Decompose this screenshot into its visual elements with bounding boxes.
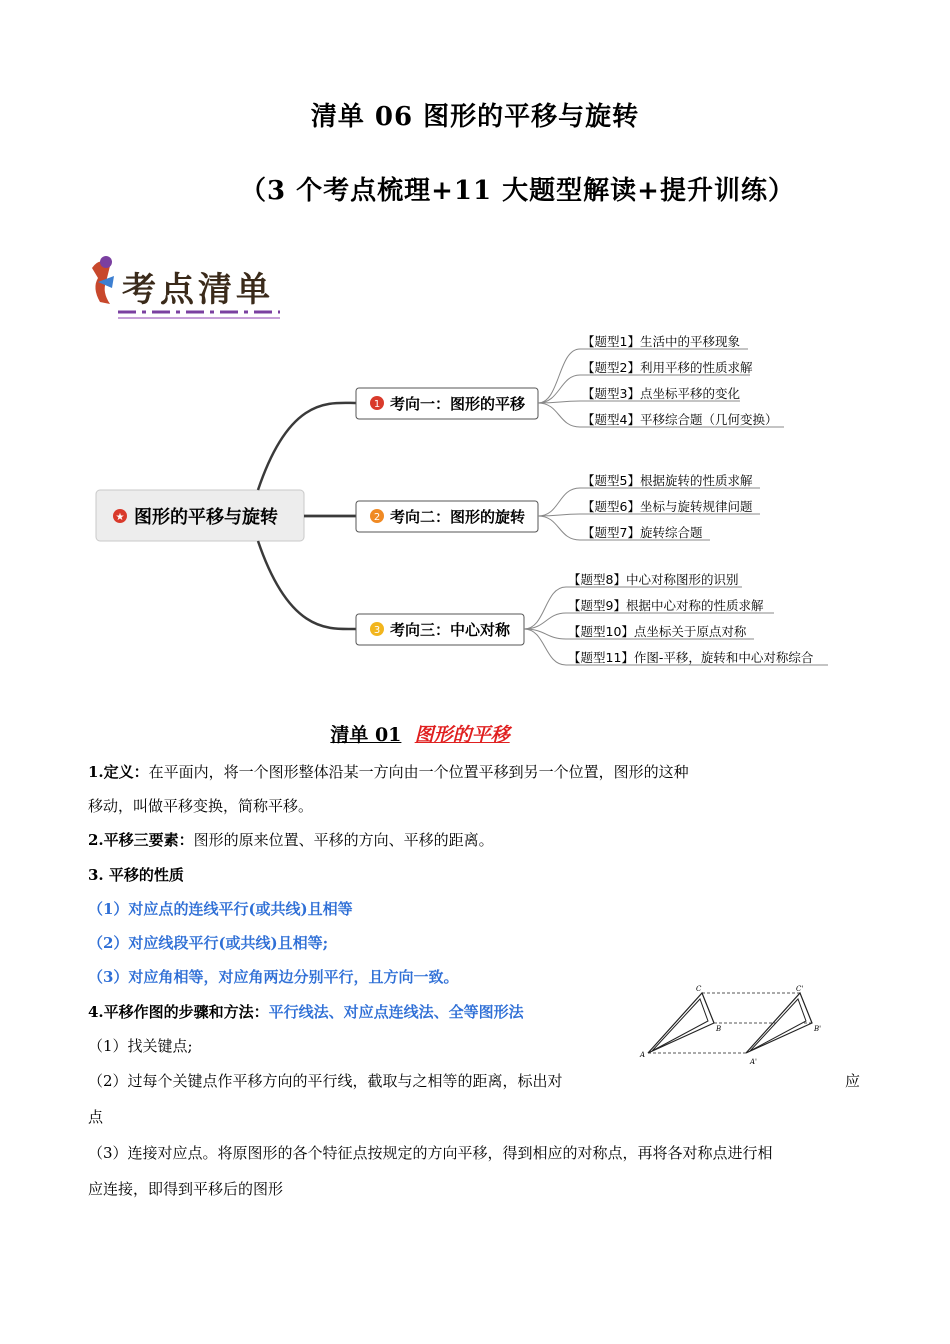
mind-map	[90, 335, 850, 680]
mindmap-item: 【题型5】根据旋转的性质求解	[582, 473, 753, 488]
mindmap-item: 【题型9】根据中心对称的性质求解	[568, 598, 764, 613]
section-heading: 图形的平移	[414, 724, 510, 746]
mindmap-item: 【题型11】作图-平移，旋转和中心对称综合	[568, 650, 814, 665]
branch-curve-1	[258, 403, 356, 490]
svg-text:C': C'	[796, 985, 804, 993]
svg-text:2: 2	[373, 512, 381, 523]
step-3-cont: 应连接，即得到平移后的图形	[88, 1180, 284, 1198]
property-3: （3）对应角相等，对应角两边分别平行，且方向一致。	[88, 968, 459, 986]
definition-line-1: 1.定义：在平面内，将一个图形整体沿某一方向由一个位置平移到另一个位置，图形的这种	[88, 763, 689, 781]
svg-text:3: 3	[373, 625, 381, 636]
svg-text:★: ★	[115, 512, 125, 523]
svg-text:A: A	[640, 1051, 646, 1059]
mindmap-item: 【题型2】利用平移的性质求解	[582, 360, 753, 375]
branch-curve-3	[258, 541, 356, 629]
property-2: （2）对应线段平行(或共线)且相等;	[88, 934, 329, 952]
mindmap-item: 【题型8】中心对称图形的识别	[568, 572, 739, 587]
mindmap-item: 【题型1】生活中的平移现象	[582, 335, 740, 349]
section-title	[0, 720, 840, 747]
svg-text:B': B'	[814, 1025, 822, 1033]
mindmap-item: 【题型3】点坐标平移的变化	[582, 386, 740, 401]
property-title: 3. 平移的性质	[88, 866, 184, 884]
page-title: 清单 06 图形的平移与旋转	[310, 102, 640, 132]
branch-label-3: 考向三：中心对称	[390, 621, 511, 639]
step-3: （3）连接对应点。将原图形的各个特征点按规定的方向平移，得到相应的对称点，再将各对称点进行相	[88, 1144, 773, 1162]
section-prefix: 清单 01	[330, 724, 402, 746]
steps-title: 4.平移作图的步骤和方法：平行线法、对应点连线法、全等图形法	[88, 1003, 524, 1021]
step-1: （1）找关键点;	[88, 1037, 193, 1055]
definition-line-2: 移动，叫做平移变换，简称平移。	[88, 797, 314, 815]
svg-text:B: B	[716, 1025, 722, 1033]
branch-label-2: 考向二：图形的旋转	[390, 508, 526, 526]
badge-label: 考点清单	[122, 270, 274, 310]
step-2-cont: 点	[88, 1108, 104, 1126]
branch-label-1: 考向一：图形的平移	[390, 395, 526, 413]
mindmap-item: 【题型4】平移综合题（几何变换）	[582, 412, 778, 427]
svg-text:1: 1	[373, 399, 381, 410]
step-2-tail: 应	[845, 1072, 861, 1090]
svg-text:A': A'	[750, 1058, 757, 1066]
mindmap-item: 【题型10】点坐标关于原点对称	[568, 624, 747, 639]
translation-figure	[636, 985, 836, 1067]
property-1: （1）对应点的连线平行(或共线)且相等	[88, 900, 353, 918]
page-subtitle: （3 个考点梳理+11 大题型解读+提升训练）	[240, 176, 795, 206]
section-badge	[88, 252, 288, 322]
step-2: （2）过每个关键点作平移方向的平行线，截取与之相等的距离，标出对	[88, 1072, 563, 1090]
mindmap-center-label: 图形的平移与旋转	[134, 507, 278, 528]
svg-text:C: C	[696, 985, 702, 993]
mindmap-item: 【题型7】旋转综合题	[582, 525, 703, 540]
three-elements: 2.平移三要素：图形的原来位置、平移的方向、平移的距离。	[88, 831, 494, 849]
mindmap-item: 【题型6】坐标与旋转规律问题	[582, 499, 753, 514]
